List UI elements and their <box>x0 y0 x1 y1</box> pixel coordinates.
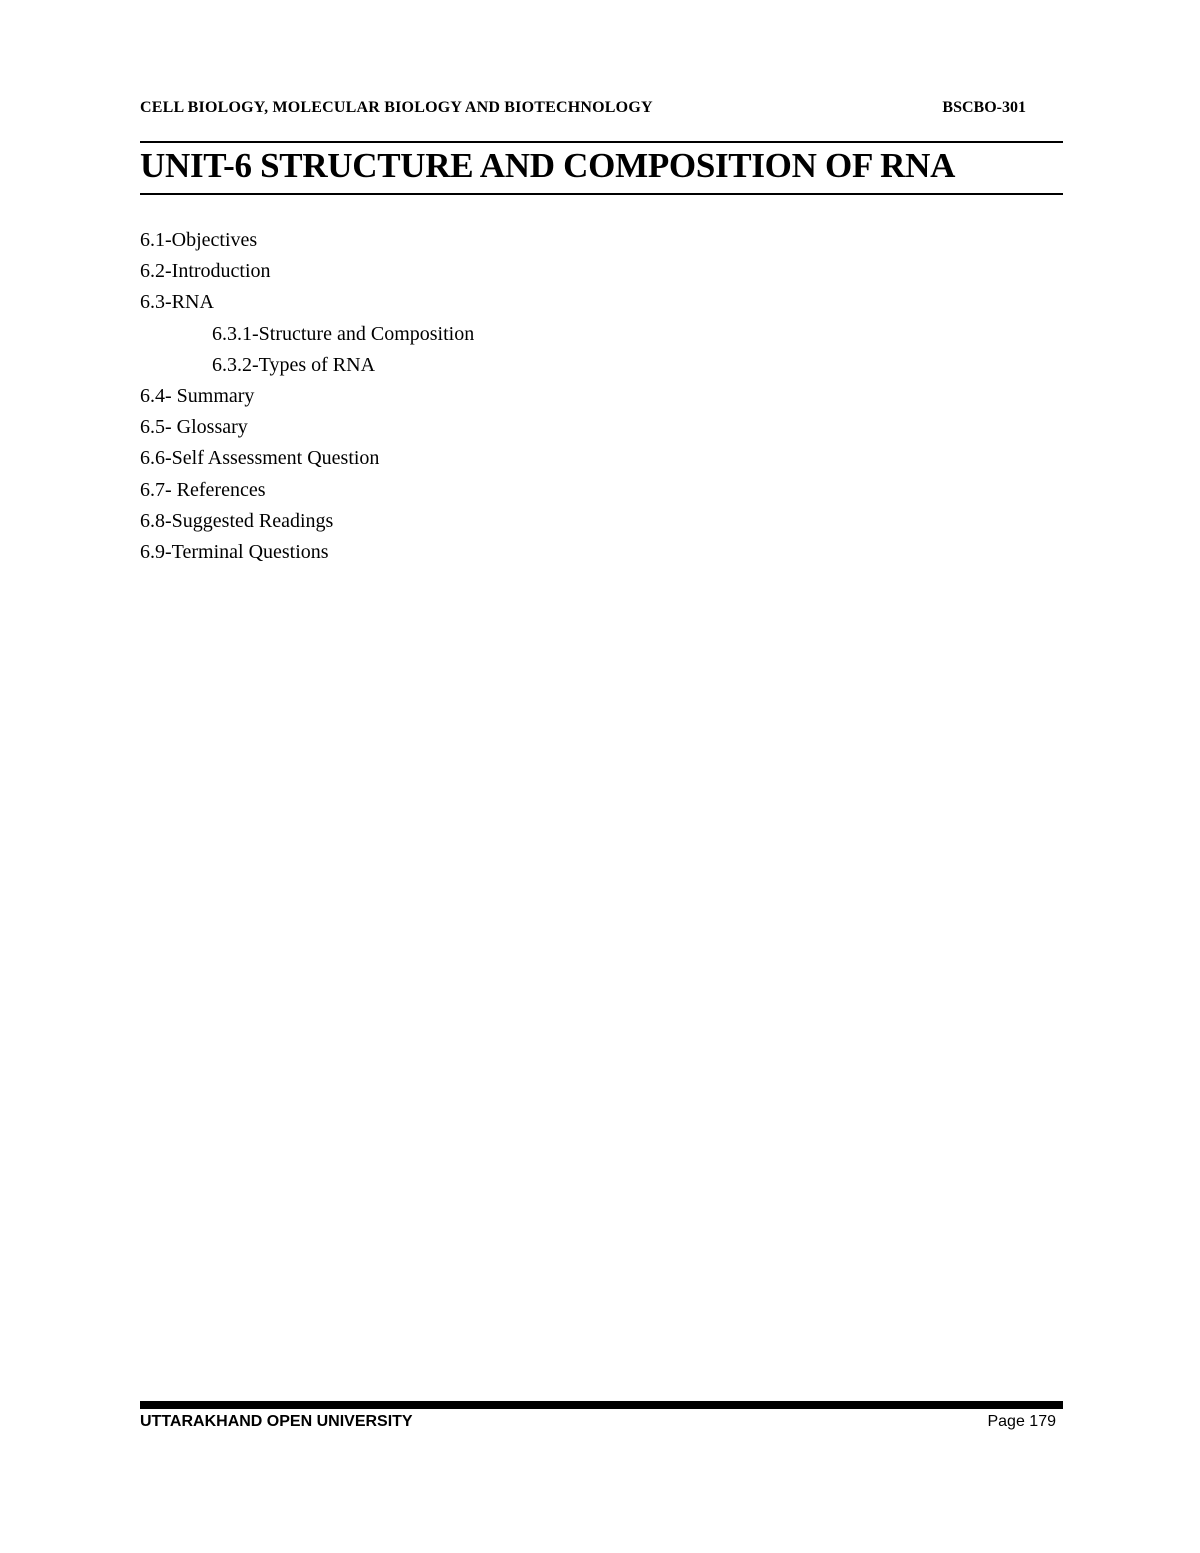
toc-item-self-assessment: 6.6-Self Assessment Question <box>140 447 380 470</box>
toc-subitem-types-of-rna: 6.3.2-Types of RNA <box>212 353 376 376</box>
footer-page-number: Page 179 <box>987 1413 1056 1430</box>
running-header-course-code: BSCBO-301 <box>942 99 1026 116</box>
footer-rule <box>140 1401 1063 1409</box>
title-top-rule <box>140 141 1063 143</box>
toc-item-suggested-readings: 6.8-Suggested Readings <box>140 509 334 532</box>
toc-item-objectives: 6.1-Objectives <box>140 229 258 251</box>
table-of-contents <box>140 226 474 569</box>
title-bottom-rule <box>140 193 1063 195</box>
toc-item-rna: 6.3-RNA <box>140 291 214 314</box>
toc-item-terminal-questions: 6.9-Terminal Questions <box>140 540 329 563</box>
toc-item-introduction: 6.2-Introduction <box>140 260 271 283</box>
toc-item-summary: 6.4- Summary <box>140 384 255 407</box>
toc-item-references: 6.7- References <box>140 478 266 501</box>
toc-item-glossary: 6.5- Glossary <box>140 416 248 439</box>
unit-title: UNIT-6 STRUCTURE AND COMPOSITION OF RNA <box>140 146 956 185</box>
footer-institution: UTTARAKHAND OPEN UNIVERSITY <box>140 1413 413 1430</box>
toc-subitem-structure-composition: 6.3.1-Structure and Composition <box>212 322 475 345</box>
running-header-course-title: CELL BIOLOGY, MOLECULAR BIOLOGY AND BIOTECHNOLOGY <box>140 99 653 116</box>
